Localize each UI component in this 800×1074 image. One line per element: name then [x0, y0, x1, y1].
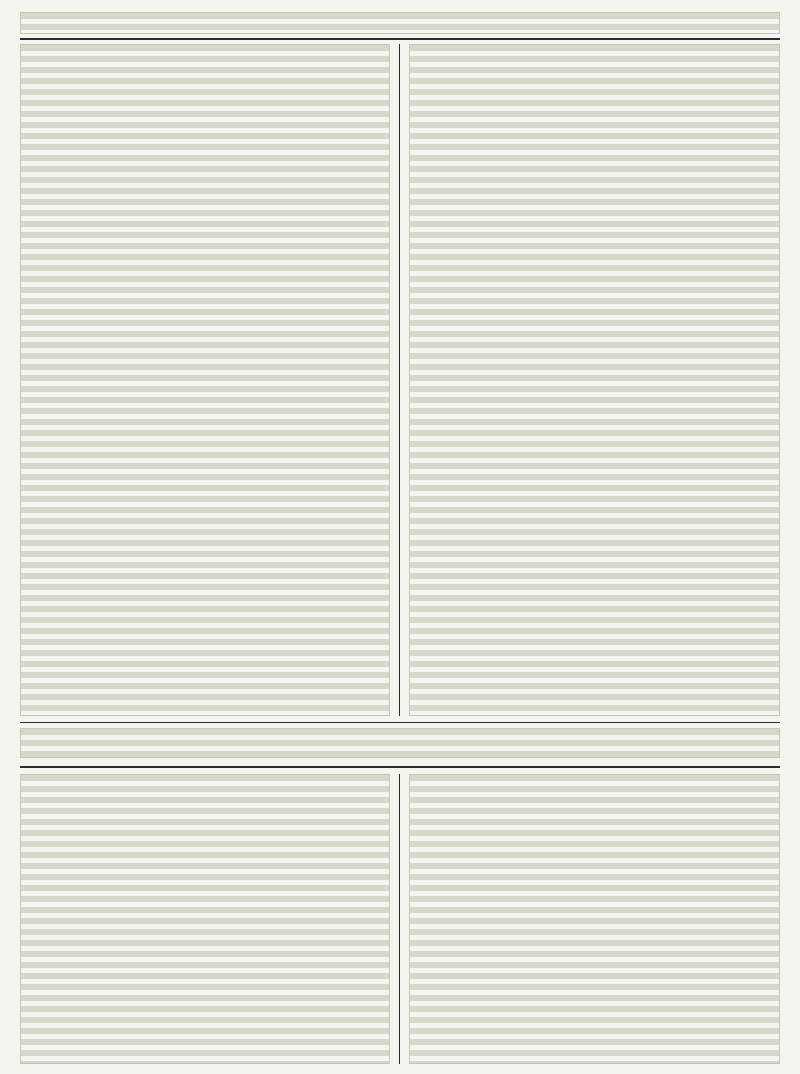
footnote-rule [20, 722, 780, 723]
upper-left-column [20, 44, 390, 716]
header-rule [20, 38, 780, 40]
column-divider-upper [399, 44, 400, 716]
column-divider-lower [399, 774, 400, 1064]
upper-right-column [409, 44, 780, 716]
running-header [20, 12, 780, 34]
section-rule [20, 766, 780, 768]
lower-right-column [409, 774, 780, 1064]
lower-left-column [20, 774, 390, 1064]
footnotes [20, 728, 780, 758]
